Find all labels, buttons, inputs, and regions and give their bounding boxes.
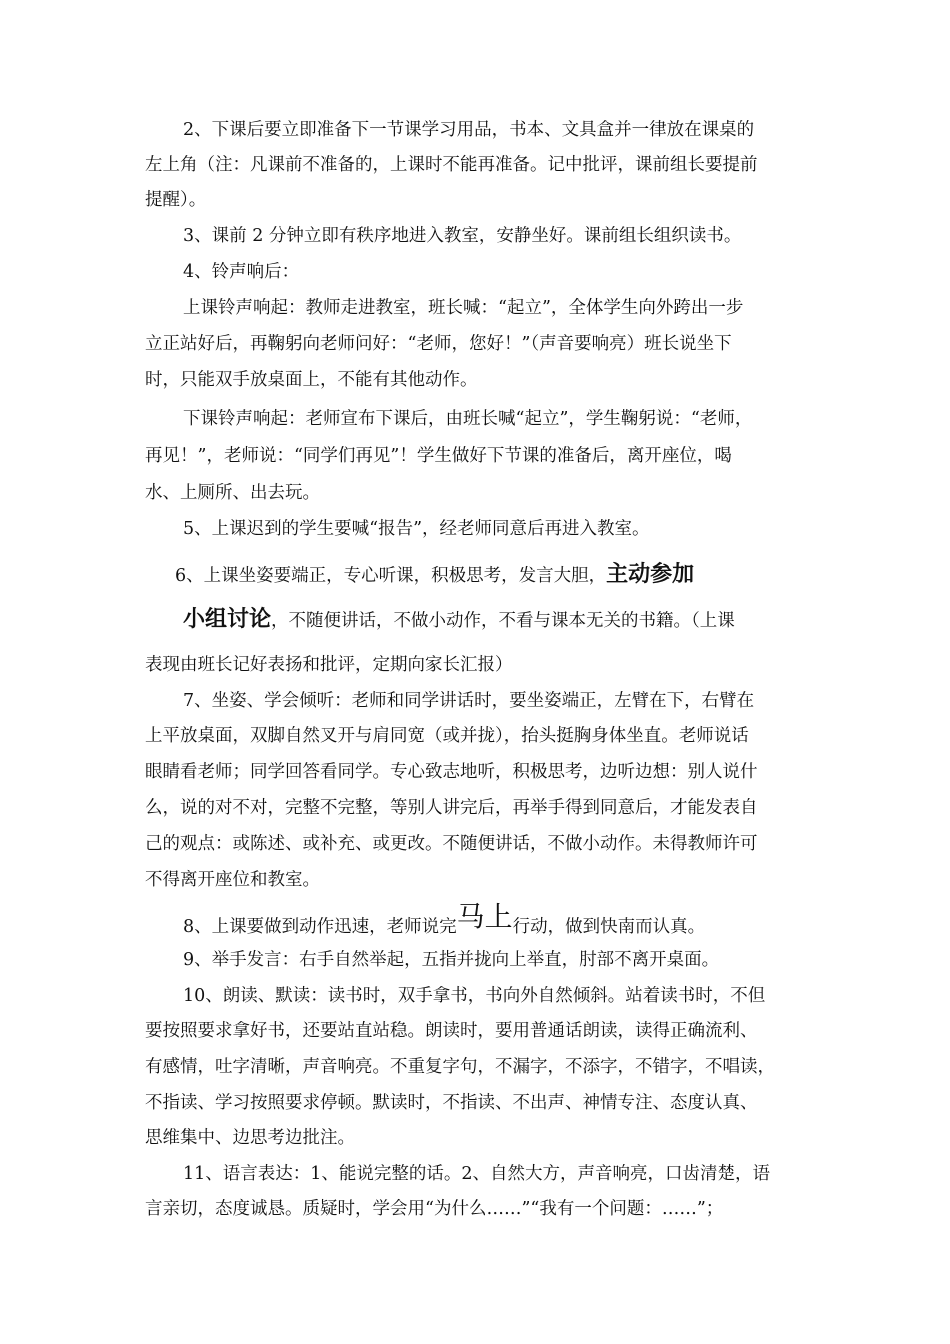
item8-text-a: 8、上课要做到动作迅速，老师说完 — [183, 917, 457, 937]
paragraph-line: 3、课前 2 分钟立即有秩序地进入教室，安静坐好。课前组长组织读书。 — [183, 226, 742, 246]
item6-emphasis-a: 主动参加 — [606, 562, 695, 587]
paragraph-line: 立正站好后，再鞠躬向老师问好：“老师，您好！”（声音要响亮）班长说坐下 — [145, 334, 732, 354]
paragraph-line: 上平放桌面，双脚自然叉开与肩同宽（或并拢），抬头挺胸身体坐直。老师说话 — [145, 726, 749, 746]
paragraph-line — [175, 558, 694, 592]
paragraph-line: 上课铃声响起：教师走进教室，班长喊：“起立”，全体学生向外跨出一步 — [183, 298, 744, 318]
paragraph-line: 要按照要求拿好书，还要站直站稳。朗读时，要用普通话朗读，读得正确流利、 — [145, 1021, 758, 1041]
paragraph-line: 4、铃声响后： — [183, 262, 300, 282]
paragraph-line: 下课铃声响起：老师宣布下课后，由班长喊“起立”，学生鞠躬说：“老师， — [183, 409, 753, 429]
paragraph-line: 水、上厕所、出去玩。 — [145, 483, 320, 503]
paragraph-line: 左上角（注：凡课前不准备的，上课时不能再准备。记中批评，课前组长要提前 — [145, 155, 758, 175]
item8-text-b: 行动，做到快南而认真。 — [512, 917, 706, 937]
item6-emphasis-b: 小组讨论 — [183, 607, 272, 632]
paragraph-line: 己的观点：或陈述、或补充、或更改。不随便讲话，不做小动作。未得教师许可 — [145, 834, 758, 854]
paragraph-line: 眼睛看老师；同学回答看同学。专心致志地听，积极思考，边听边想：别人说什 — [145, 762, 758, 782]
paragraph-line: 么，说的对不对，完整不完整，等别人讲完后，再举手得到同意后，才能发表自 — [145, 798, 758, 818]
paragraph-line: 11、语言表达：1、能说完整的话。2、自然大方，声音响亮，口齿清楚，语 — [183, 1164, 771, 1184]
paragraph-line: 不指读、学习按照要求停顿。默读时，不指读、不出声、神情专注、态度认真、 — [145, 1093, 758, 1113]
paragraph-line: 时，只能双手放桌面上，不能有其他动作。 — [145, 370, 478, 390]
item6-text-b: ，不随便讲话，不做小动作，不看与课本无关的书籍。（上课 — [271, 611, 735, 631]
paragraph-line — [183, 900, 706, 940]
paragraph-line: 有感情，吐字清晰，声音响亮。不重复字句，不漏字，不添字，不错字，不唱读， — [145, 1057, 775, 1077]
paragraph-line: 2、下课后要立即准备下一节课学习用品，书本、文具盒并一律放在课桌的 — [183, 120, 755, 140]
paragraph-line: 言亲切，态度诚恳。质疑时，学会用“为什么……”“我有一个问题：……”； — [145, 1199, 724, 1219]
paragraph-line: 7、坐姿、学会倾听：老师和同学讲话时，要坐姿端正，左臂在下，右臂在 — [183, 691, 755, 711]
item6-text-a: 6、上课坐姿要端正，专心听课，积极思考，发言大胆， — [175, 566, 607, 586]
paragraph-line: 9、举手发言：右手自然举起，五指并拢向上举直，肘部不离开桌面。 — [183, 950, 720, 970]
paragraph-line: 表现由班长记好表扬和批评，定期向家长汇报） — [145, 655, 513, 675]
paragraph-line: 不得离开座位和教室。 — [145, 870, 320, 890]
paragraph-line: 10、朗读、默读：读书时，双手拿书，书向外自然倾斜。站着读书时，不但 — [183, 986, 766, 1006]
paragraph-line — [183, 603, 735, 637]
paragraph-line: 提醒）。 — [145, 190, 207, 210]
paragraph-line: 思维集中、边思考边批注。 — [145, 1128, 355, 1148]
paragraph-line: 5、上课迟到的学生要喊“报告”，经老师同意后再进入教室。 — [183, 519, 650, 539]
item8-emphasis: 马上 — [456, 900, 513, 933]
paragraph-line: 再见！”，老师说：“同学们再见”！学生做好下节课的准备后，离开座位，喝 — [145, 446, 732, 466]
